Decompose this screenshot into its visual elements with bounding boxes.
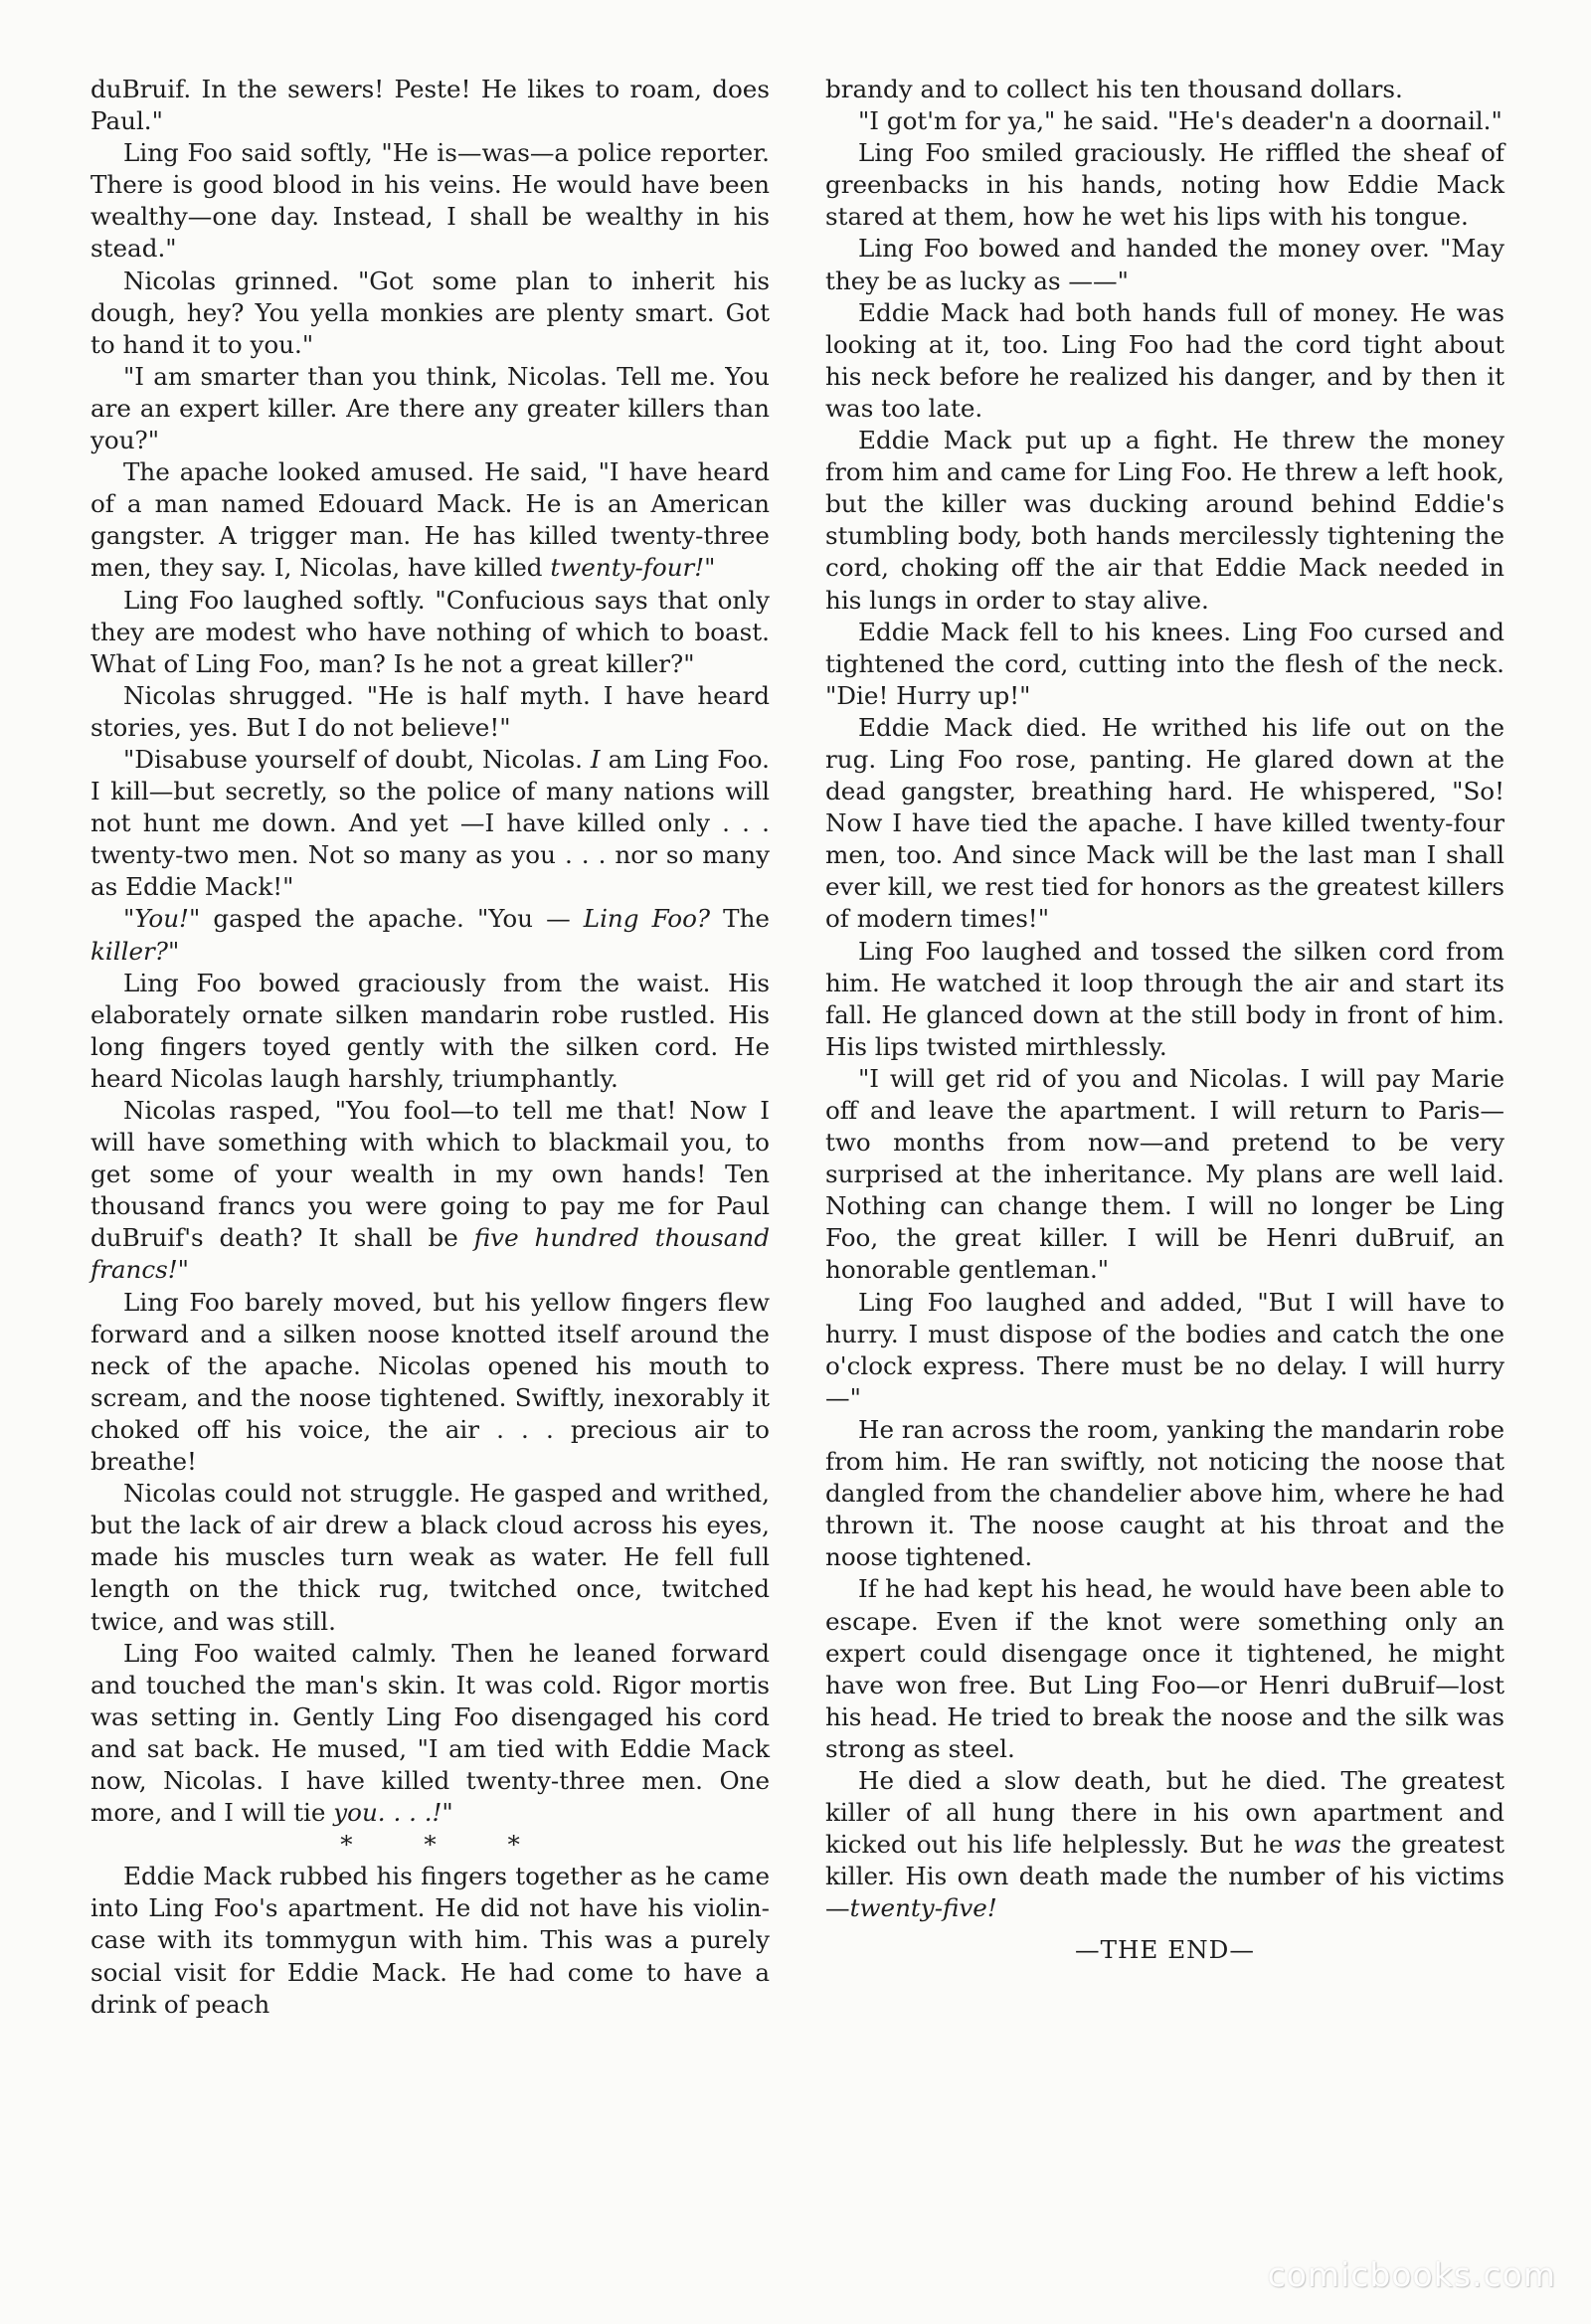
paragraph — [90, 74, 770, 137]
italic-text-run: five hundred thousand francs!" — [90, 1223, 771, 1285]
text-run: Eddie Mack had both hands full of money. He was looking at it, too. Ling Foo had the cord tight about his neck before he realized his danger, and by then it was too late. — [825, 297, 1504, 423]
paragraph — [825, 297, 1504, 425]
paragraph — [825, 105, 1504, 137]
text-run: Ling Foo laughed and added, "But I will have to hurry. I must dispose of the bodies and catch the one o'clock express. There must be no delay. I will hurry —" — [825, 1287, 1504, 1412]
text-run: Ling Foo bowed and handed the money over. "May they be as lucky as ——" — [825, 234, 1504, 295]
paragraph — [90, 361, 770, 456]
paragraph — [90, 1095, 770, 1287]
text-run: gasped the apache. "You — — [200, 904, 584, 934]
text-run: am Ling Foo. I kill—but secretly, so the police of many nations will not hunt me down. And yet —I have killed only . . . twenty-two men. Not so many as you . . . nor so many as Eddie Mack!" — [90, 744, 770, 902]
paragraph — [90, 1861, 770, 2020]
text-run: He ran across the room, yanking the mandarin robe from him. He ran swiftly, not noticing the noose that dangled from the chandelier above him, where he had thrown it. The noose caught at his throat and the noose tightened. — [825, 1414, 1504, 1572]
text-run: Nicolas grinned. "Got some plan to inherit his dough, hey? You yella monkies are plenty smart. Got to hand it to you." — [90, 266, 770, 359]
text-run: The apache looked amused. He said, "I have heard of a man named Edouard Mack. He is an American gangster. A trigger man. He has killed twenty-three men, they say. I, Nicolas, have killed — [90, 457, 770, 583]
text-run: Ling Foo said softly, "He is—was—a police reporter. There is good blood in his veins. He would have been wealthy—one day. Instead, I shall be wealthy in his stead." — [90, 138, 770, 264]
text-run: Nicolas shrugged. "He is half myth. I have heard stories, yes. But I do not believe!" — [90, 680, 770, 742]
italic-text-run: twenty-four!" — [550, 553, 716, 583]
scene-break: * * * — [340, 1830, 552, 1860]
paragraph — [825, 936, 1504, 1063]
paragraph — [90, 903, 770, 967]
text-run: Ling Foo waited calmly. Then he leaned forward and touched the man's skin. It was cold. Rigor mortis was setting in. Gently Ling Foo disengaged his cord and sat back. He mused, "I am tied with Eddie Mack now, Nicolas. I have killed twenty-three men. One more, and I will tie — [90, 1638, 770, 1828]
paragraph — [825, 1414, 1504, 1573]
italic-text-run: I — [590, 744, 601, 774]
paragraph — [90, 137, 770, 265]
paragraph — [90, 1478, 770, 1637]
text-run: Nicolas could not struggle. He gasped and writhed, but the lack of air drew a black cloud across his eyes, made his muscles turn weak as water. He fell full length on the thick rug, twitched once, twitched twice, and was still. — [90, 1479, 770, 1636]
text-run: Ling Foo laughed softly. "Confucious says that only they are modest who have nothing of which to boast. What of Ling Foo, man? Is he not a great killer?" — [90, 585, 770, 678]
paragraph — [90, 1287, 770, 1479]
paragraph — [90, 1638, 770, 1830]
paragraph — [825, 425, 1504, 617]
paragraph — [90, 266, 770, 361]
paragraph — [825, 1287, 1504, 1414]
the-end-marker: —THE END— — [1074, 1935, 1255, 1965]
paragraph — [825, 712, 1504, 936]
text-run: Eddie Mack put up a fight. He threw the money from him and came for Ling Foo. He threw a left hook, but the killer was ducking around behind Eddie's stumbling body, both hands mercilessly tightening the cord, choking off the air that Eddie Mack needed in his lungs in order to stay alive. — [825, 426, 1504, 615]
text-run: "I am smarter than you think, Nicolas. Tell me. You are an expert killer. Are there any greater killers than you?" — [90, 361, 770, 455]
italic-text-run: you. . . .!" — [333, 1798, 453, 1828]
paragraph — [825, 1573, 1504, 1765]
text-run: "I will get rid of you and Nicolas. I will pay Marie off and leave the apartment. I will return to Paris—two months from now—and pretend to be very surprised at the inheritance. My plans are well laid. Nothing can change them. I will no longer be Ling Foo, the great killer. I will be Henri duBruif, an honorable gentleman." — [825, 1063, 1504, 1285]
text-run: Ling Foo bowed graciously from the waist. His elaborately ornate silken mandarin robe rustled. His long fingers toyed gently with the silken cord. He heard Nicolas laugh harshly, triumphantly. — [90, 968, 770, 1093]
paragraph — [90, 968, 770, 1095]
text-run: the greatest killer. His own death made the number of his victims— — [825, 1830, 1504, 1923]
text-run: "Disabuse yourself of doubt, Nicolas. — [123, 744, 591, 774]
paragraph — [825, 74, 1504, 105]
text-run: Eddie Mack rubbed his fingers together as he came into Ling Foo's apartment. He did not have his violin-case with its tommygun with him. This was a purely social visit for Eddie Mack. He had come to have a drink of peach — [90, 1862, 770, 2019]
paragraph — [825, 1765, 1504, 1924]
text-run: Nicolas rasped, "You fool—to tell me that! Now I will have something with which to blackmail you, to get some of your wealth in my own hands! Ten thousand francs you were going to pay me for Paul duBruif's death? It shall be — [90, 1096, 770, 1253]
watermark: comicbooks.com — [1267, 2255, 1556, 2294]
paragraph — [825, 1063, 1504, 1287]
text-run: Ling Foo smiled graciously. He riffled the sheaf of greenbacks in his hands, noting how Eddie Mack stared at them, how he wet his lips with his tongue. — [825, 138, 1504, 232]
text-run: The — [710, 904, 770, 934]
text-run: Eddie Mack died. He writhed his life out on the rug. Ling Foo rose, panting. He glared down at the dead gangster, breathing hard. He whispered, "So! Now I have tied the apache. I have killed twenty-four men, too. And since Mack will be the last man I shall ever kill, we rest tied for honors as the greatest killers of modern times!" — [825, 712, 1504, 934]
text-run: "I got'm for ya," he said. "He's deader'n a doornail." — [858, 106, 1503, 136]
paragraph — [90, 744, 770, 903]
paragraph — [90, 585, 770, 680]
text-run: If he had kept his head, he would have been able to escape. Even if the knot were something only an expert could disengage once it tightened, he might have won free. But Ling Foo—or Henri duBruif—lost his head. He tried to break the noose and the silk was strong as steel. — [825, 1574, 1504, 1763]
italic-text-run: was — [1293, 1830, 1341, 1860]
italic-text-run: twenty-five! — [849, 1893, 997, 1923]
italic-text-run: Ling Foo? — [583, 904, 711, 934]
text-run: Eddie Mack fell to his knees. Ling Foo cursed and tightened the cord, cutting into the flesh of the neck. "Die! Hurry up!" — [825, 617, 1504, 710]
italic-text-run: killer?" — [90, 936, 180, 966]
text-run: brandy and to collect his ten thousand dollars. — [825, 75, 1403, 103]
paragraph — [825, 137, 1504, 233]
paragraph — [90, 680, 770, 744]
paragraph — [825, 233, 1504, 296]
text-run: Ling Foo barely moved, but his yellow fingers flew forward and a silken noose knotted itself around the neck of the apache. Nicolas opened his mouth to scream, and the noose tightened. Swiftly, inexorably it choked off his voice, the air . . . precious air to breathe! — [90, 1287, 770, 1477]
text-run: He died a slow death, but he died. The greatest killer of all hung there in his own apartment and kicked out his life helplessly. But he — [825, 1765, 1504, 1860]
text-run: Ling Foo laughed and tossed the silken cord from him. He watched it loop through the air and start its fall. He glanced down at the still body in front of him. His lips twisted mirthlessly. — [825, 936, 1504, 1061]
text-run: duBruif. In the sewers! Peste! He likes to roam, does Paul." — [90, 75, 770, 136]
left-text-column — [90, 74, 770, 2021]
right-text-column — [825, 74, 1504, 1967]
paragraph — [825, 617, 1504, 712]
italic-text-run: "You!" — [123, 904, 201, 934]
paragraph — [90, 456, 770, 584]
